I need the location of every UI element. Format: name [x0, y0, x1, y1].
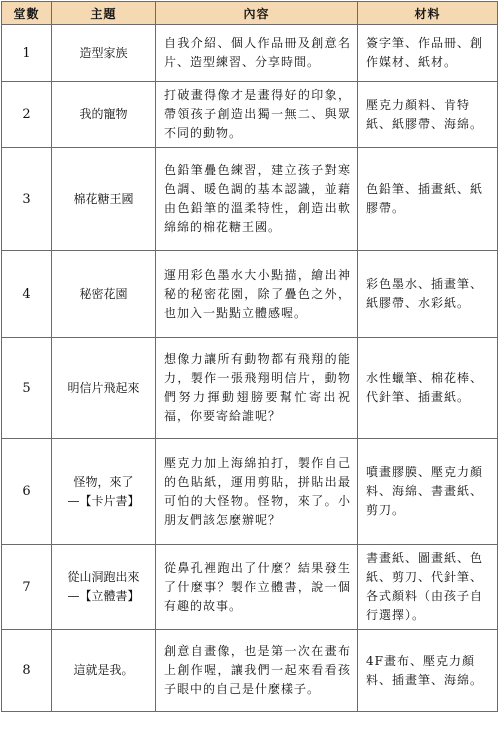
- row-num: 4: [2, 251, 52, 338]
- row-topic-line2: —【卡片書】: [67, 493, 140, 508]
- row-num: 2: [2, 82, 52, 148]
- row-desc: 想像力讓所有動物都有飛翔的能力，製作一張飛翔明信片，動物們努力揮動翅膀要幫忙寄出祝福，你要寄給誰呢？: [156, 338, 358, 439]
- row-num: 6: [2, 439, 52, 545]
- row-topic-line1: 從山洞跑出來: [67, 570, 140, 584]
- row-num: 5: [2, 338, 52, 439]
- header-desc: 內容: [156, 2, 358, 25]
- table-row: [2, 148, 498, 251]
- row-materials: 4F畫布、壓克力顏料、插畫筆、海綿。: [358, 630, 498, 712]
- row-desc: 運用彩色墨水大小點描，繪出神秘的秘密花園，除了疊色之外，也加入一點點立體感喔。: [156, 251, 358, 338]
- table-row: [2, 630, 498, 712]
- table-row: [2, 25, 498, 82]
- row-topic: 我的寵物: [52, 82, 156, 148]
- row-topic: [52, 545, 156, 630]
- row-materials: 水性蠟筆、棉花棒、代針筆、插畫紙。: [358, 338, 498, 439]
- row-materials: 色鉛筆、插畫紙、紙膠帶。: [358, 148, 498, 251]
- row-desc: 打破畫得像才是畫得好的印象，帶領孩子創造出獨一無二、與眾不同的動物。: [156, 82, 358, 148]
- row-desc: 從鼻孔裡跑出了什麼？結果發生了什麼事？製作立體書，說一個有趣的故事。: [156, 545, 358, 630]
- table-row: [2, 439, 498, 545]
- row-num: 3: [2, 148, 52, 251]
- table-header-row: [2, 2, 498, 25]
- row-materials: 噴畫膠膜、壓克力顏料、海綿、書畫紙、剪刀。: [358, 439, 498, 545]
- row-topic: 棉花糖王國: [52, 148, 156, 251]
- row-topic: [52, 439, 156, 545]
- row-topic: 明信片飛起來: [52, 338, 156, 439]
- row-topic: 這就是我。: [52, 630, 156, 712]
- row-desc: 自我介紹、個人作品冊及創意名片、造型練習、分享時間。: [156, 25, 358, 82]
- header-topic: 主題: [52, 2, 156, 25]
- row-materials: 壓克力顏料、肯特紙、紙膠帶、海綿。: [358, 82, 498, 148]
- table-row: [2, 338, 498, 439]
- row-topic: 造型家族: [52, 25, 156, 82]
- table-row: [2, 545, 498, 630]
- row-topic-line1: 怪物，來了: [73, 474, 134, 489]
- header-num: 堂數: [2, 2, 52, 25]
- row-num: 1: [2, 25, 52, 82]
- row-desc: 色鉛筆疊色練習，建立孩子對寒色調、暖色調的基本認識，並藉由色鉛筆的溫柔特性，創造出軟綿綿的棉花糖王國。: [156, 148, 358, 251]
- row-topic-line2: —【立體書】: [67, 589, 140, 603]
- row-num: 8: [2, 630, 52, 712]
- lesson-plan-table: [1, 1, 498, 712]
- row-topic: 秘密花園: [52, 251, 156, 338]
- row-desc: 壓克力加上海綿拍打，製作自己的色貼紙，運用剪貼，拼貼出最可怕的大怪物。怪物，來了。小朋友們該怎麼辦呢？: [156, 439, 358, 545]
- row-materials: 簽字筆、作品冊、創作媒材、紙材。: [358, 25, 498, 82]
- table-row: [2, 82, 498, 148]
- row-desc: 創意自畫像，也是第一次在畫布上創作喔，讓我們一起來看看孩子眼中的自己是什麼樣子。: [156, 630, 358, 712]
- row-num: 7: [2, 545, 52, 630]
- header-materials: 材料: [358, 2, 498, 25]
- table-row: [2, 251, 498, 338]
- row-materials: 彩色墨水、插畫筆、紙膠帶、水彩紙。: [358, 251, 498, 338]
- row-materials: 書畫紙、圖畫紙、色紙、剪刀、代針筆、各式顏料（由孩子自行選擇）。: [358, 545, 498, 630]
